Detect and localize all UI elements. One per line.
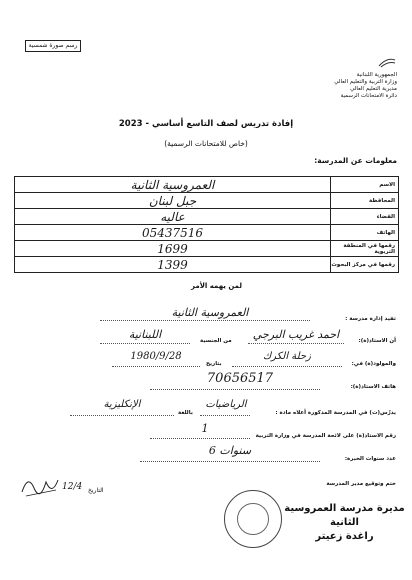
official-stamp <box>224 490 282 548</box>
phone-label: الهاتف <box>331 225 399 241</box>
principal-title: مديرة مدرسة العمروسية الثانية <box>284 503 405 528</box>
principal-signature-label: ختم وتوقيع مدير المدرسة <box>326 481 396 487</box>
page-subtitle: (خاص للامتحانات الرسمية) <box>164 139 248 148</box>
cedar-emblem-icon <box>237 503 269 535</box>
birthplace-label: والمولود(ة) في: <box>351 361 396 367</box>
school-name-label: الاسم <box>331 177 399 193</box>
nationality-dots <box>100 343 190 344</box>
table-row <box>15 193 399 209</box>
phone-value: 05437516 <box>15 225 331 241</box>
experience-label: عدد سنوات الخبرة: <box>344 456 396 462</box>
table-row <box>15 209 399 225</box>
principal-stamp <box>282 502 407 544</box>
teacher-dots <box>248 343 344 344</box>
nationality-label: من الجنسية <box>200 338 232 344</box>
subject-dots <box>200 415 250 416</box>
to-whom-it-may-concern: لمن يهمه الأمر <box>191 282 242 290</box>
school-info-title: معلومات عن المدرسة: <box>314 156 397 165</box>
birthdate-dots <box>112 366 200 367</box>
birthdate-value: 1980/9/28 <box>130 351 182 362</box>
governorate-value: جبل لبنان <box>15 193 331 209</box>
subject-label: يدرّس(ت) في المدرسة المذكورة أعلاه مادة : <box>275 410 396 416</box>
ministry-line-4: دائرة الامتحانات الرسمية <box>340 93 397 99</box>
school-admin-label: تفيد إدارة مدرسة : <box>345 316 396 322</box>
birthplace-dots <box>232 366 342 367</box>
teacher-phone-label: هاتف الاستاذ(ة): <box>350 384 396 390</box>
birthplace-value: زحلة الكرك <box>263 351 311 362</box>
teacher-name-value: احمد غريب البرجي <box>252 328 340 341</box>
region-number-value: 1699 <box>15 241 331 257</box>
experience-dots <box>140 461 320 462</box>
ministry-number-dots <box>150 438 250 439</box>
teacher-label: أن الاستاذ(ة): <box>358 338 396 344</box>
ministry-header <box>277 53 397 100</box>
birthdate-label: بتاريخ <box>206 361 222 367</box>
table-row <box>15 257 399 273</box>
school-name-value: العمروسية الثانية <box>15 177 331 193</box>
nationality-value: اللبنانية <box>128 328 162 341</box>
experience-value: 6 سنوات <box>208 444 252 457</box>
language-dots <box>70 415 174 416</box>
date-label: التاريخ <box>88 487 104 494</box>
language-value: الإنكليزية <box>103 399 141 410</box>
school-admin-value: العمروسية الثانية <box>171 306 249 319</box>
subject-value: الرياضيات <box>205 399 247 410</box>
teacher-phone-value: 70656517 <box>206 371 274 386</box>
table-row <box>15 225 399 241</box>
table-row <box>15 177 399 193</box>
cedar-logo-icon <box>377 56 397 68</box>
ministry-number-label: رقم الاستاذ(ة) على لائحة المدرسة في وزارة التربية <box>255 433 396 439</box>
research-number-value: 1399 <box>15 257 331 273</box>
language-label: باللغة <box>178 410 193 416</box>
research-number-label: رقمها في مركز البحوث <box>331 257 399 273</box>
photo-box: رسم صورة شمسية <box>25 40 81 52</box>
signature-scribble <box>18 470 62 500</box>
ministry-number-value: 1 <box>201 422 209 435</box>
school-info-table <box>14 176 399 273</box>
district-label: القضاء <box>331 209 399 225</box>
principal-name: راغدة زعيتر <box>315 531 374 542</box>
school-admin-dots <box>100 320 310 321</box>
ministry-line-3: مديرية التعليم العالي <box>350 86 397 92</box>
teacher-phone-dots <box>150 389 320 390</box>
governorate-label: المحافظة <box>331 193 399 209</box>
ministry-line-1: الجمهورية اللبنانية <box>356 72 397 78</box>
page-title: إفادة تدريس لصف التاسع أساسي - 2023 <box>118 119 294 129</box>
table-row <box>15 241 399 257</box>
region-number-label: رقمها في المنطقة التربوية <box>331 241 399 257</box>
ministry-line-2: وزارة التربية والتعليم العالي <box>334 79 397 85</box>
district-value: عاليه <box>15 209 331 225</box>
date-value: 12/4 <box>62 482 83 492</box>
